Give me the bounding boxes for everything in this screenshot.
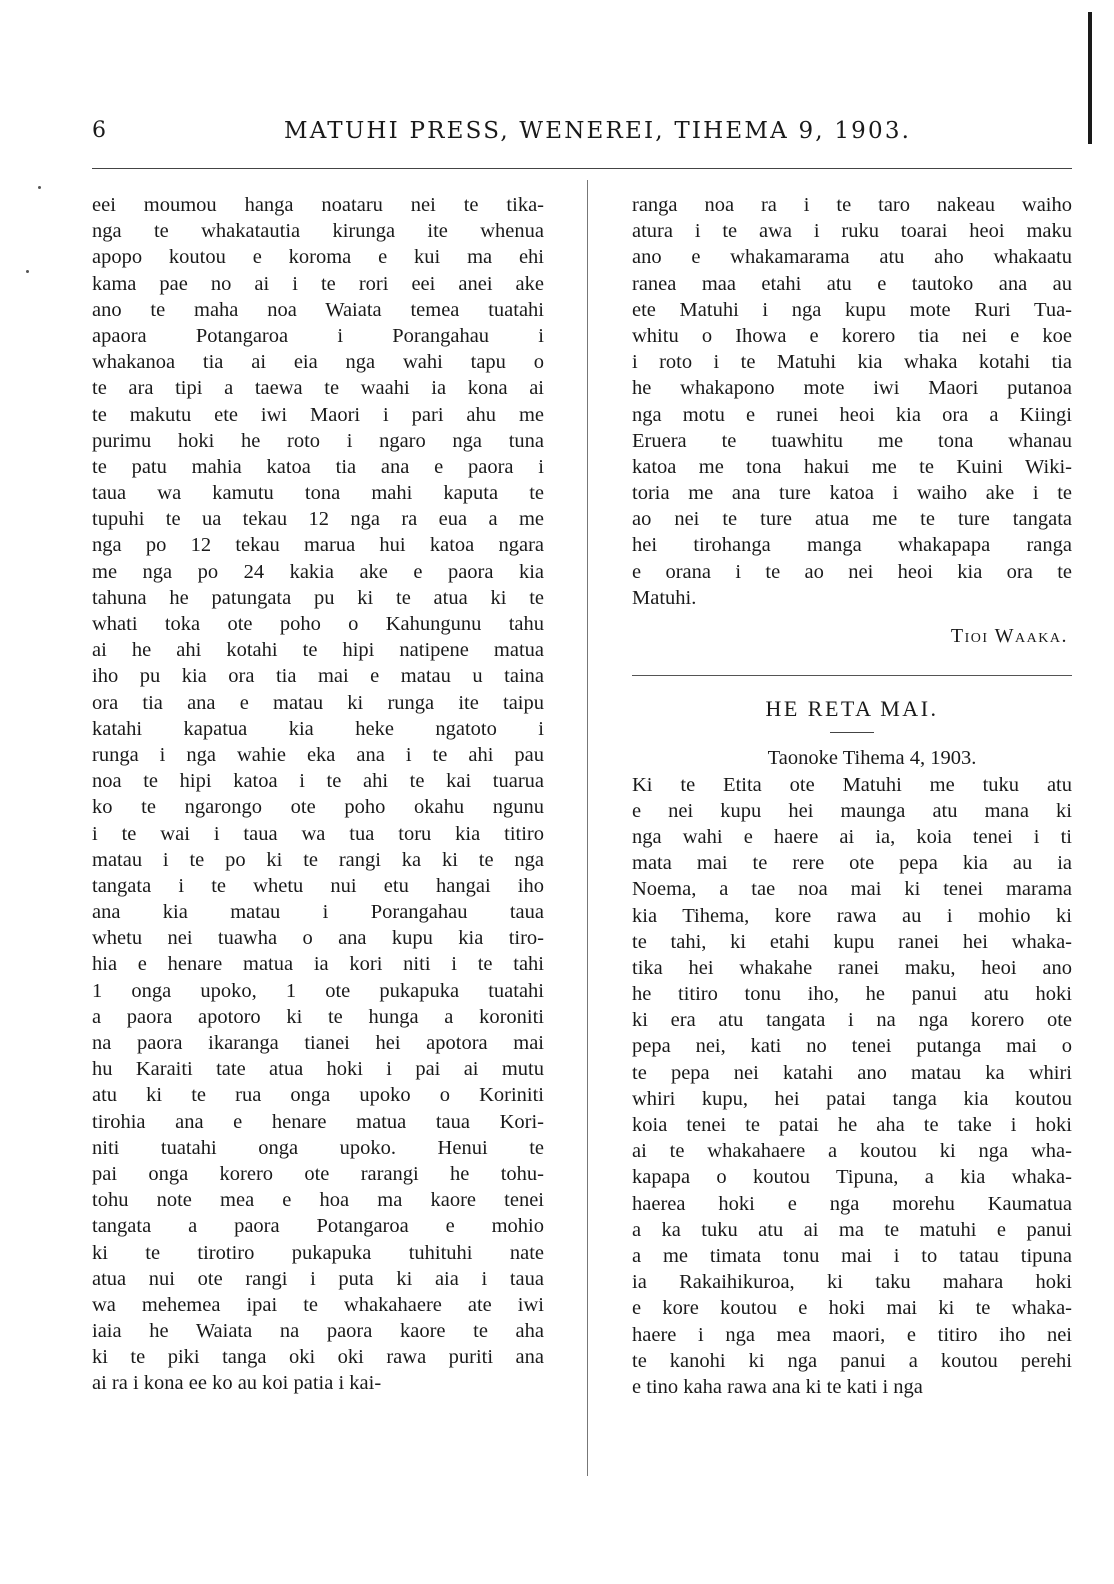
masthead-title: MATUHI PRESS, WENEREI, TIHEMA 9, 1903. — [284, 118, 912, 144]
text-line: me nga po 24 kakia ake e paora kia — [92, 560, 544, 583]
text-line: ano e whakamarama atu aho whakaatu — [632, 246, 1072, 269]
text-line: tohu note mea e hoa ma kaore tenei — [92, 1189, 544, 1212]
text-line: ora tia ana e matau ki runga ite taipu — [92, 691, 544, 714]
text-line: te ara tipi a taewa te waahi ia kona ai — [92, 377, 544, 400]
ink-speck — [26, 270, 29, 273]
text-line: ki era atu tangata i na nga korero ote — [632, 1009, 1072, 1032]
text-line: kia Tihema, kore rawa au i mohio ki — [632, 904, 1072, 927]
right-column — [632, 192, 1072, 1400]
text-line: 1 onga upoko, 1 ote pukapuka tuatahi — [92, 979, 544, 1002]
text-line: a paora apotoro ki te hunga a koroniti — [92, 1005, 544, 1028]
text-line: tangata i te whetu nui etu hangai iho — [92, 874, 544, 897]
text-line: iho pu kia ora tia mai e matau u taina — [92, 665, 544, 688]
text-line: tangata a paora Potangaroa e mohio — [92, 1215, 544, 1238]
text-line: ki te tirotiro pukapuka tuhituhi nate — [92, 1241, 544, 1264]
text-line: a ka tuku atu ai ma te matuhi e panui — [632, 1218, 1072, 1241]
text-line: te kanohi ki nga panui a koutou perehi — [632, 1349, 1072, 1372]
text-line: hia e henare matua ia kori niti i te tahi — [92, 953, 544, 976]
text-line: ao nei te ture atua me te ture tangata — [632, 508, 1072, 531]
text-line: nga te whakatautia kirunga ite whenua — [92, 220, 544, 243]
text-line: mata mai te rere ote pepa kia au ia — [632, 852, 1072, 875]
text-line: katahi kapatua kia heke ngatoto i — [92, 717, 544, 740]
text-line: whati toka ote poho o Kahungunu tahu — [92, 613, 544, 635]
page-number: 6 — [92, 118, 107, 143]
text-line: hu Karaiti tate atua hoki i pai ai mutu — [92, 1058, 544, 1081]
text-line: whakanoa tia ai eia nga wahi tapu o — [92, 351, 544, 374]
text-line: nga motu e runei heoi kia ora a Kiingi — [632, 403, 1072, 426]
text-line: tupuhi te ua tekau 12 nga ra eua a me — [92, 508, 544, 531]
text-line: iaia he Waiata na paora kaore te aha — [92, 1320, 544, 1343]
text-line: ete Matuhi i nga kupu mote Ruri Tua- — [632, 298, 1072, 321]
text-line: ai he ahi kotahi te hipi natipene matua — [92, 639, 544, 662]
text-line: a me timata tonu mai i to tatau tipuna — [632, 1244, 1072, 1267]
text-line: na paora ikaranga tianei hei apotora mai — [92, 1032, 544, 1054]
text-line: he titiro tonu iho, he panui atu hoki — [632, 983, 1072, 1006]
text-line: ko te ngarongo ote poho okahu ngunu — [92, 796, 544, 819]
text-line: eei moumou hanga noataru nei te tika- — [92, 194, 544, 216]
text-line: atura i te awa i ruku toarai heoi maku — [632, 220, 1072, 243]
text-line: pepa nei, kati no tenei putanga mai o — [632, 1035, 1072, 1058]
text-line: ai ra i kona ee ko au koi patia i kai- — [92, 1372, 382, 1395]
text-line: e nei kupu hei maunga atu mana ki — [632, 799, 1072, 822]
section-heading: HE RETA MAI. — [765, 696, 939, 722]
text-line: taua wa kamutu tona mahi kaputa te — [92, 482, 544, 505]
text-line: tirohia ana e henare matua taua Kori- — [92, 1110, 544, 1133]
page-edge-bar — [1088, 12, 1092, 144]
text-line: toria me ana ture katoa i waiho ake i te — [632, 482, 1072, 505]
column-divider — [587, 180, 588, 1476]
text-line: apopo koutou e koroma e kui ma ehi — [92, 246, 544, 269]
text-line: ai te whakahaere a koutou ki nga wha- — [632, 1140, 1072, 1163]
text-line: ano te maha noa Waiata temea tuatahi — [92, 298, 544, 321]
text-line: ia Rakaihikuroa, ki taku mahara hoki — [632, 1271, 1072, 1294]
text-line: atu ki te rua onga upoko o Koriniti — [92, 1084, 544, 1107]
text-line: tika hei whakahe ranei maku, heoi ano — [632, 956, 1072, 979]
text-line: nga po 12 tekau marua hui katoa ngara — [92, 534, 544, 557]
letter-body — [632, 772, 1072, 1401]
ink-speck — [38, 186, 41, 189]
text-line: i te wai i taua wa tua toru kia titiro — [92, 822, 544, 845]
text-line: whiri kupu, hei patai tanga kia koutou — [632, 1087, 1072, 1110]
text-line: ranea maa etahi atu e tautoko ana au — [632, 272, 1072, 295]
text-line: matau i te po ki te rangi ka ki te nga — [92, 848, 544, 871]
letter-continuation — [632, 192, 1072, 611]
header-rule — [92, 168, 1072, 169]
text-line: te patu mahia katoa tia ana e paora i — [92, 455, 544, 478]
text-line: koia tenei te patai he aha te take i hoki — [632, 1114, 1072, 1137]
text-line: hei tirohanga manga whakapapa ranga — [632, 534, 1072, 557]
text-line: Eruera te tuawhitu me tona whanau — [632, 429, 1072, 452]
text-line: kama pae no ai i te rori eei anei ake — [92, 272, 544, 295]
text-line: haerea hoki e nga morehu Kaumatua — [632, 1192, 1072, 1215]
text-line: haere i nga mea maori, e titiro iho nei — [632, 1323, 1072, 1346]
text-line: runga i nga wahie eka ana i te ahi pau — [92, 743, 544, 766]
text-line: atua nui ote rangi i puta ki aia i taua — [92, 1267, 544, 1290]
text-line: noa te hipi katoa i te ahi te kai tuarua — [92, 770, 544, 793]
text-line: e tino kaha rawa ana ki te kati i nga — [632, 1375, 923, 1398]
text-line: Ki te Etita ote Matuhi me tuku atu — [632, 773, 1072, 796]
text-line: purimu hoki he roto i ngaro nga tuna — [92, 429, 544, 452]
text-line: ranga noa ra i te taro nakeau waiho — [632, 194, 1072, 216]
text-line: i roto i te Matuhi kia whaka kotahi tia — [632, 351, 1072, 374]
text-line: wa mehemea ipai te whakahaere ate iwi — [92, 1293, 544, 1316]
section-divider — [632, 675, 1072, 676]
text-line: whetu nei tuawha o ana kupu kia tiro- — [92, 927, 544, 950]
text-line: pai onga korero ote rarangi he tohu- — [92, 1162, 544, 1185]
text-line: whitu o Ihowa e korero tia nei e koe — [632, 324, 1072, 347]
text-line: e orana i te ao nei heoi kia ora te — [632, 560, 1072, 583]
text-line: te tahi, ki etahi kupu ranei hei whaka- — [632, 930, 1072, 953]
text-line: tahuna he patungata pu ki te atua ki te — [92, 586, 544, 609]
text-line: te pepa nei katahi ano matau ka whiri — [632, 1061, 1072, 1084]
text-line: he whakapono mote iwi Maori putanoa — [632, 377, 1072, 400]
text-line: Noema, a tae noa mai ki tenei marama — [632, 878, 1072, 901]
letter-signature: Tioi Waaka. — [950, 625, 1068, 647]
text-line: niti tuatahi onga upoko. Henui te — [92, 1136, 544, 1159]
text-line: ki te piki tanga oki oki rawa puriti ana — [92, 1346, 544, 1369]
text-line: Matuhi. — [632, 586, 697, 609]
letter-dateline: Taonoke Tihema 4, 1903. — [767, 747, 977, 770]
text-line: apaora Potangaroa i Porangahau i — [92, 324, 544, 347]
text-line: nga wahi e haere ai ia, koia tenei i ti — [632, 825, 1072, 848]
text-line: te makutu ete iwi Maori i pari ahu me — [92, 403, 544, 426]
text-line: e kore koutou e hoki mai ki te whaka- — [632, 1297, 1072, 1320]
heading-underline — [830, 732, 874, 733]
text-line: kapapa o koutou Tipuna, a kia whaka- — [632, 1166, 1072, 1189]
text-line: ana kia matau i Porangahau taua — [92, 901, 544, 924]
text-line: katoa me tona hakui me te Kuini Wiki- — [632, 455, 1072, 478]
left-column — [92, 192, 544, 1397]
